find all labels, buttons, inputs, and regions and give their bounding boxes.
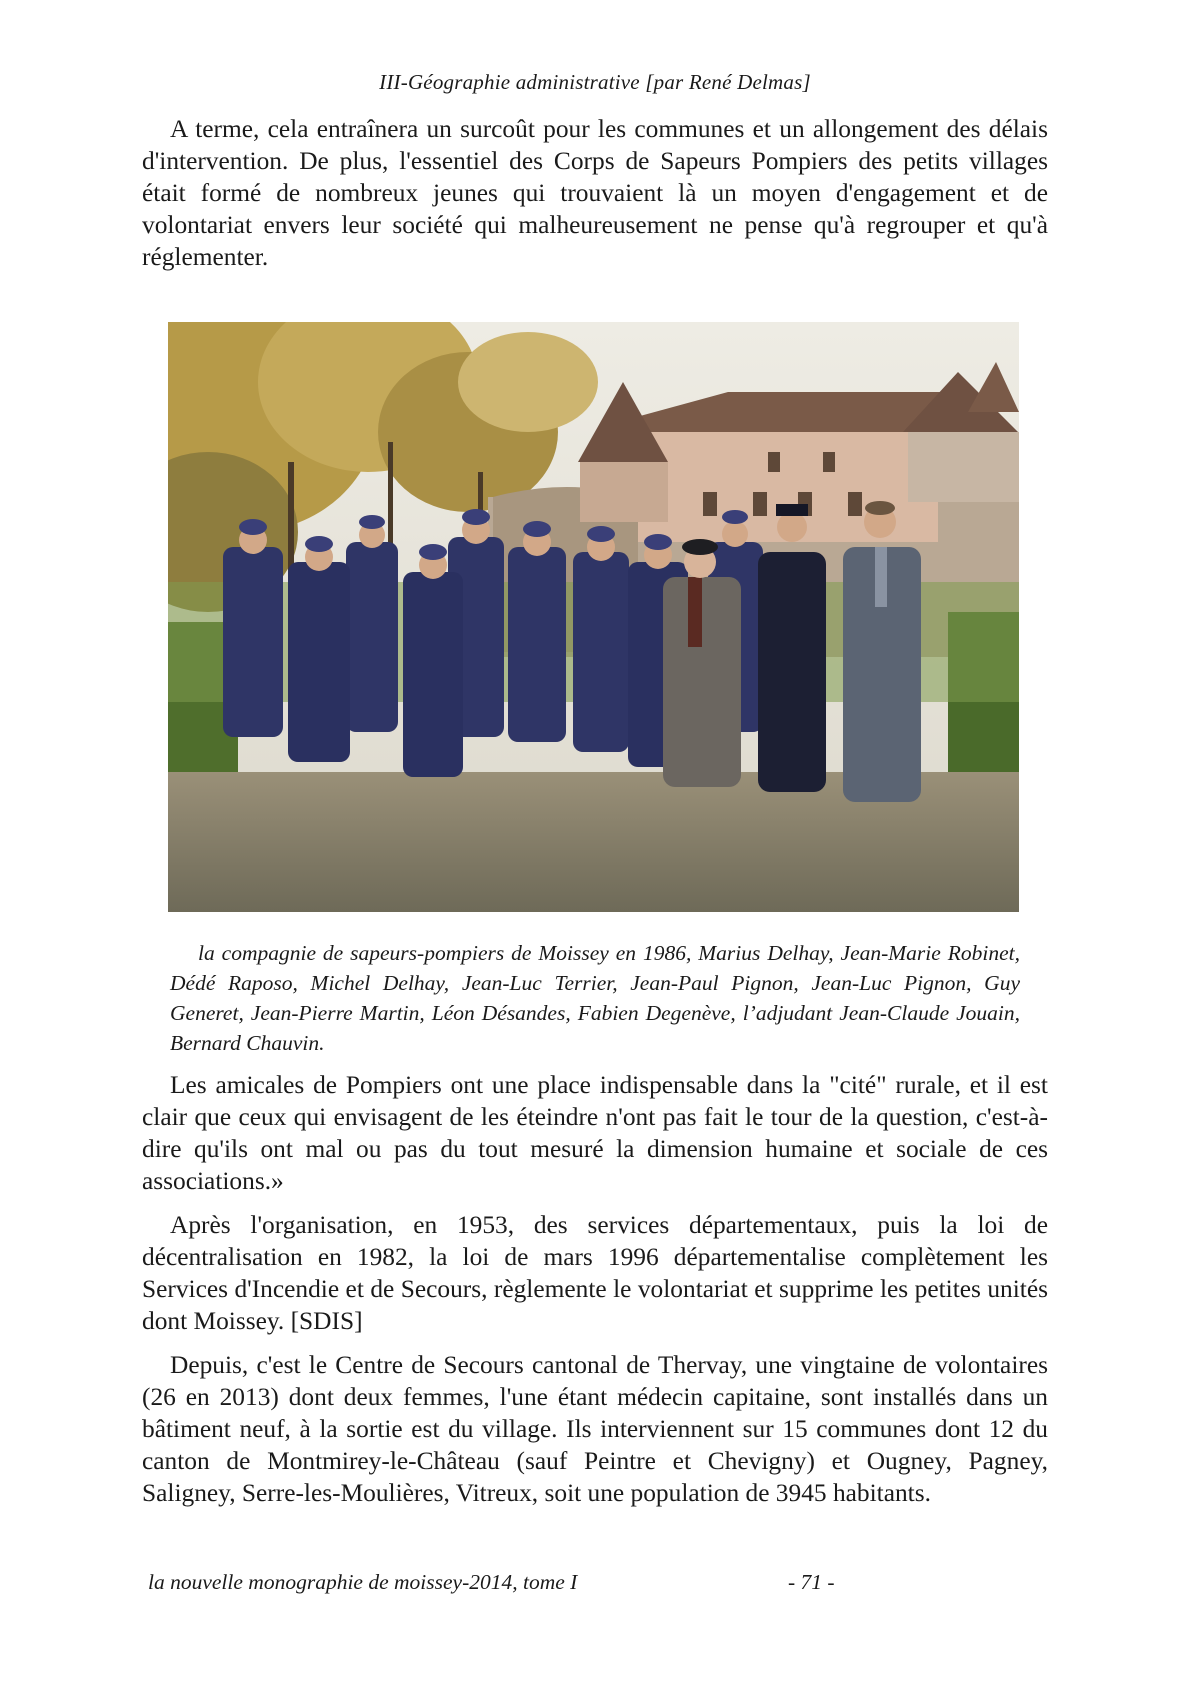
paragraph-thervay: Depuis, c'est le Centre de Secours cantonal de Thervay, une vingtaine de volontaires (26 en 2013) dont deux femmes, l'une étant médecin capitaine, sont installés dans un bâtiment neuf, à la sortie est du village. Ils interviennent sur 15 communes dont 12 du canton de Montmirey-le-Château (sauf Peintre et Chevigny) et Ougney, Pagney, Saligney, Serre-les-Moulières, Vitreux, soit une population de 3945 habitants. — [142, 1351, 1048, 1507]
paragraph-organisation: Après l'organisation, en 1953, des services départementaux, puis la loi de décentralisation en 1982, la loi de mars 1996 départementalise complètement les Services d'Incendie et de Secours, règlemente le volontariat et supprime les petites unités dont Moissey. [SDIS] — [142, 1211, 1048, 1335]
paragraph-intro: A terme, cela entraînera un surcoût pour les communes et un allongement des délais d'intervention. De plus, l'essentiel des Corps de Sapeurs Pompiers des petits villages était formé de nombreux jeunes qui trouvaient là un moyen d'engagement et de volontariat envers leur société qui malheureusement ne pense qu'à regrouper et qu'à réglementer. — [142, 115, 1048, 271]
footer-page-number: - 71 - — [788, 1570, 835, 1594]
photo-illustration — [168, 322, 1019, 912]
firefighters-group-photo — [168, 322, 1019, 912]
photo-caption: la compagnie de sapeurs-pompiers de Moissey en 1986, Marius Delhay, Jean-Marie Robinet, Dédé Raposo, Michel Delhay, Jean-Luc Terrier, Jean-Paul Pignon, Jean-Luc Pignon, Guy Generet, Jean-Pierre Martin, Léon Désandes, Fabien Degenève, l’adjudant Jean-Claude Jouain, Bernard Chauvin. — [170, 941, 1020, 1055]
running-header: III-Géographie administrative [par René Delmas] — [379, 70, 811, 94]
footer-book-title: la nouvelle monographie de moissey-2014, tome I — [148, 1570, 578, 1594]
paragraph-amicales: Les amicales de Pompiers ont une place indispensable dans la "cité" rurale, et il est clair que ceux qui envisagent de les éteindre n'ont pas fait le tour de la question, c'est-à-dire qu'ils ont mal ou pas du tout mesuré la dimension humaine et sociale de ces associations.» — [142, 1071, 1048, 1195]
